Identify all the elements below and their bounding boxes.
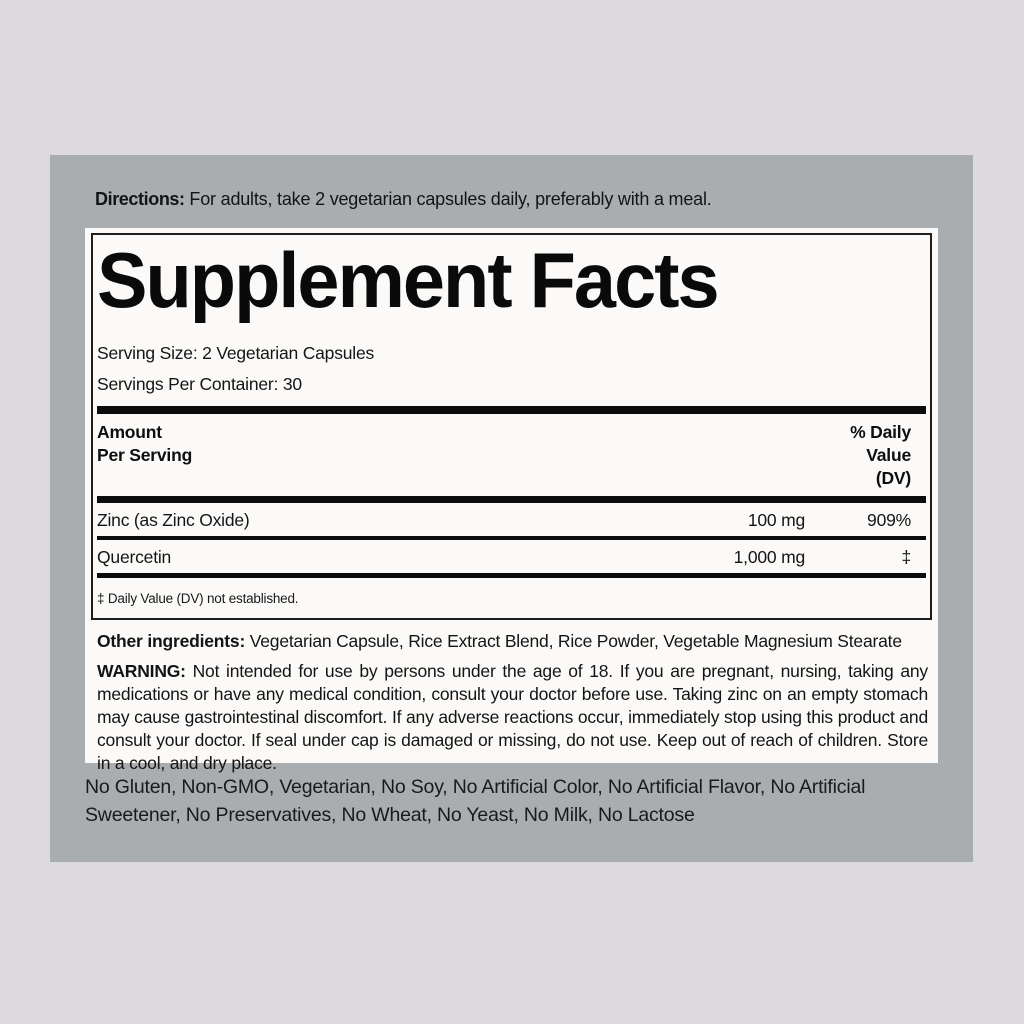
supplement-facts-box	[85, 228, 938, 773]
claims-text: No Gluten, Non-GMO, Vegetarian, No Soy, No Artificial Color, No Artificial Flavor, No Artificial Sweetener, No Preservatives, No Wheat, No Yeast, No Milk, No Lactose	[85, 776, 866, 826]
warning-label: WARNING:	[97, 661, 186, 681]
fact-row-quercetin	[97, 540, 926, 573]
warning-paragraph	[97, 660, 928, 775]
fact-name: Zinc (as Zinc Oxide)	[97, 509, 250, 530]
fact-row-zinc	[97, 503, 926, 536]
amount-header-line2: Per Serving	[97, 444, 193, 465]
other-ingredients-line	[97, 630, 926, 652]
warning-text: Not intended for use by persons under the age of 18. If you are pregnant, nursing, taking any medications or have any medical condition, consult your doctor before use. Taking zinc on an empty stomach may cause gastrointestinal discomfort. If any adverse reactions occur, immediately stop using this product and consult your doctor. If seal under cap is damaged or missing, do not use. Keep out of reach of children. Store in a cool, and dry place.	[97, 661, 928, 773]
servings-per-container: Servings Per Container: 30	[97, 373, 302, 394]
fact-daily-value: 909%	[867, 509, 911, 530]
facts-header-row	[97, 414, 926, 496]
separator-bar-heavy	[97, 496, 926, 503]
fact-amount: 100 mg	[747, 509, 805, 530]
facts-table-border	[91, 233, 932, 620]
label-panel	[50, 155, 973, 862]
directions-text: For adults, take 2 vegetarian capsules daily, preferably with a meal.	[184, 189, 712, 209]
directions-line	[95, 189, 712, 210]
directions-label: Directions:	[95, 189, 185, 209]
serving-size: Serving Size: 2 Vegetarian Capsules	[97, 342, 375, 363]
fact-amount: 1,000 mg	[733, 546, 805, 567]
facts-footnote: ‡ Daily Value (DV) not established.	[97, 590, 299, 606]
dv-header-line2: Value	[866, 444, 911, 465]
separator-bar-heavy	[97, 406, 926, 414]
other-ingredients-label: Other ingredients:	[97, 631, 246, 651]
other-ingredients-text: Vegetarian Capsule, Rice Extract Blend, Rice Powder, Vegetable Magnesium Stearate	[245, 631, 902, 651]
amount-per-serving-header	[97, 421, 192, 490]
amount-header-line1: Amount	[97, 421, 162, 442]
fact-name: Quercetin	[97, 546, 172, 567]
dv-header-line1: % Daily	[850, 421, 911, 442]
facts-title: Supplement Facts	[97, 236, 718, 324]
dv-header-line3: (DV)	[875, 467, 911, 488]
fact-daily-value: ‡	[901, 546, 911, 567]
daily-value-header	[850, 421, 926, 490]
